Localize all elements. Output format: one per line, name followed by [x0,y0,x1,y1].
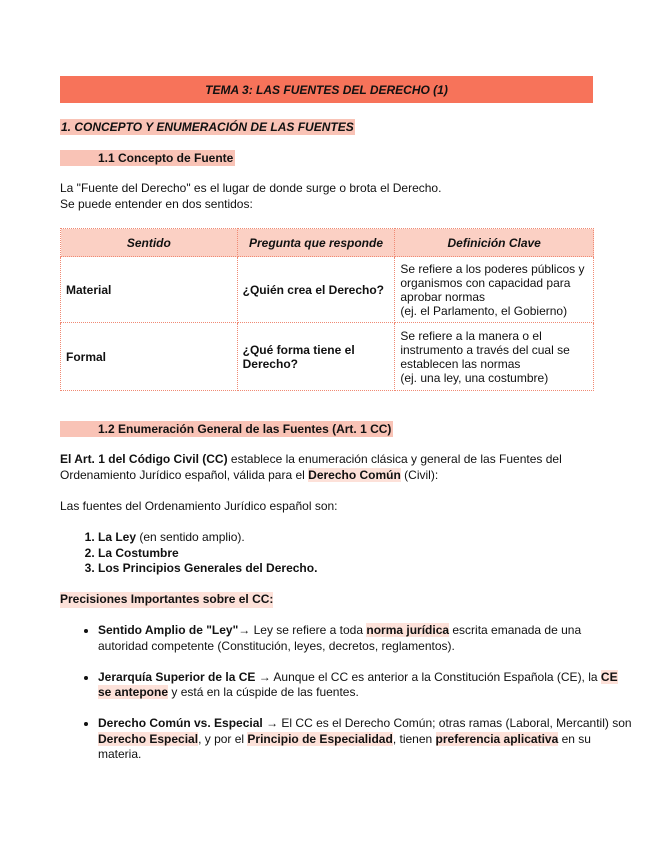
sentidos-table [60,228,594,391]
list-item: • Jerarquía Superior de la CE → Aunque el CC es anterior a la Constitución Española (CE), la CE se antepone y está en la cúspide de las fuentes. [98,670,633,701]
subsection-heading-1-2: 1.2 Enumeración General de las Fuentes (Art. 1 CC) [60,421,393,437]
table-header: Sentido [61,229,238,257]
precisiones-list [60,623,633,778]
definicion-example: (ej. una ley, una costumbre) [400,370,549,385]
text: establece la enumeración clásica y general de las Fuentes del Ordenamiento Jurídico español, válida para el [60,452,562,482]
cell-definicion [395,323,594,391]
table-header-row [61,229,594,257]
definicion-text: Se refiere a los poderes públicos y organismos con capacidad para aprobar normas [400,261,585,304]
cell-sentido: Formal [61,323,238,391]
cell-definicion [395,257,594,323]
list-item: • Sentido Amplio de "Ley"→ Ley se refiere a toda norma jurídica escrita emanada de una autoridad competente (Constitución, leyes, decretos, reglamentos). [98,623,633,654]
fuentes-intro: Las fuentes del Ordenamiento Jurídico español son: [60,499,338,513]
definicion-text: Se refiere a la manera o el instrumento a través del cual se establecen las normas [400,328,570,371]
intro-line: Se puede entender en dos sentidos: [60,196,253,211]
definicion-example: (ej. el Parlamento, el Gobierno) [400,303,568,318]
list-item: 3. Los Principios Generales del Derecho. [98,561,317,577]
intro-line: La "Fuente del Derecho" es el lugar de donde surge o brota el Derecho. [60,181,442,195]
document-title: TEMA 3: LAS FUENTES DEL DERECHO (1) [60,76,593,103]
cell-pregunta: ¿Quién crea el Derecho? [237,257,395,323]
list-item: 2. La Costumbre [98,546,317,562]
list-item: 1. La Ley (en sentido amplio). [98,530,317,546]
table-row [61,257,594,323]
precisiones-title: Precisiones Importantes sobre el CC: [60,592,274,606]
list-item: • Derecho Común vs. Especial → El CC es el Derecho Común; otras ramas (Laboral, Mercantil) son Derecho Especial, y por el Principio de Especialidad, tienen preferencia aplicativa en su materia. [98,716,633,763]
section-heading-1: 1. CONCEPTO Y ENUMERACIÓN DE LAS FUENTES [61,120,354,134]
table-header: Pregunta que responde [237,229,395,257]
bold-text: El Art. 1 del Código Civil (CC) [60,452,228,466]
cell-pregunta: ¿Qué forma tiene el Derecho? [237,323,395,391]
cell-sentido: Material [61,257,238,323]
fuentes-list [60,530,317,577]
subsection-heading-1-1: 1.1 Concepto de Fuente [60,150,235,166]
highlight-text: Derecho Común [308,467,401,482]
table-row [61,323,594,391]
intro-paragraph [60,181,441,212]
text: (Civil): [400,467,439,482]
art1-paragraph [60,452,595,483]
table-header: Definición Clave [395,229,594,257]
